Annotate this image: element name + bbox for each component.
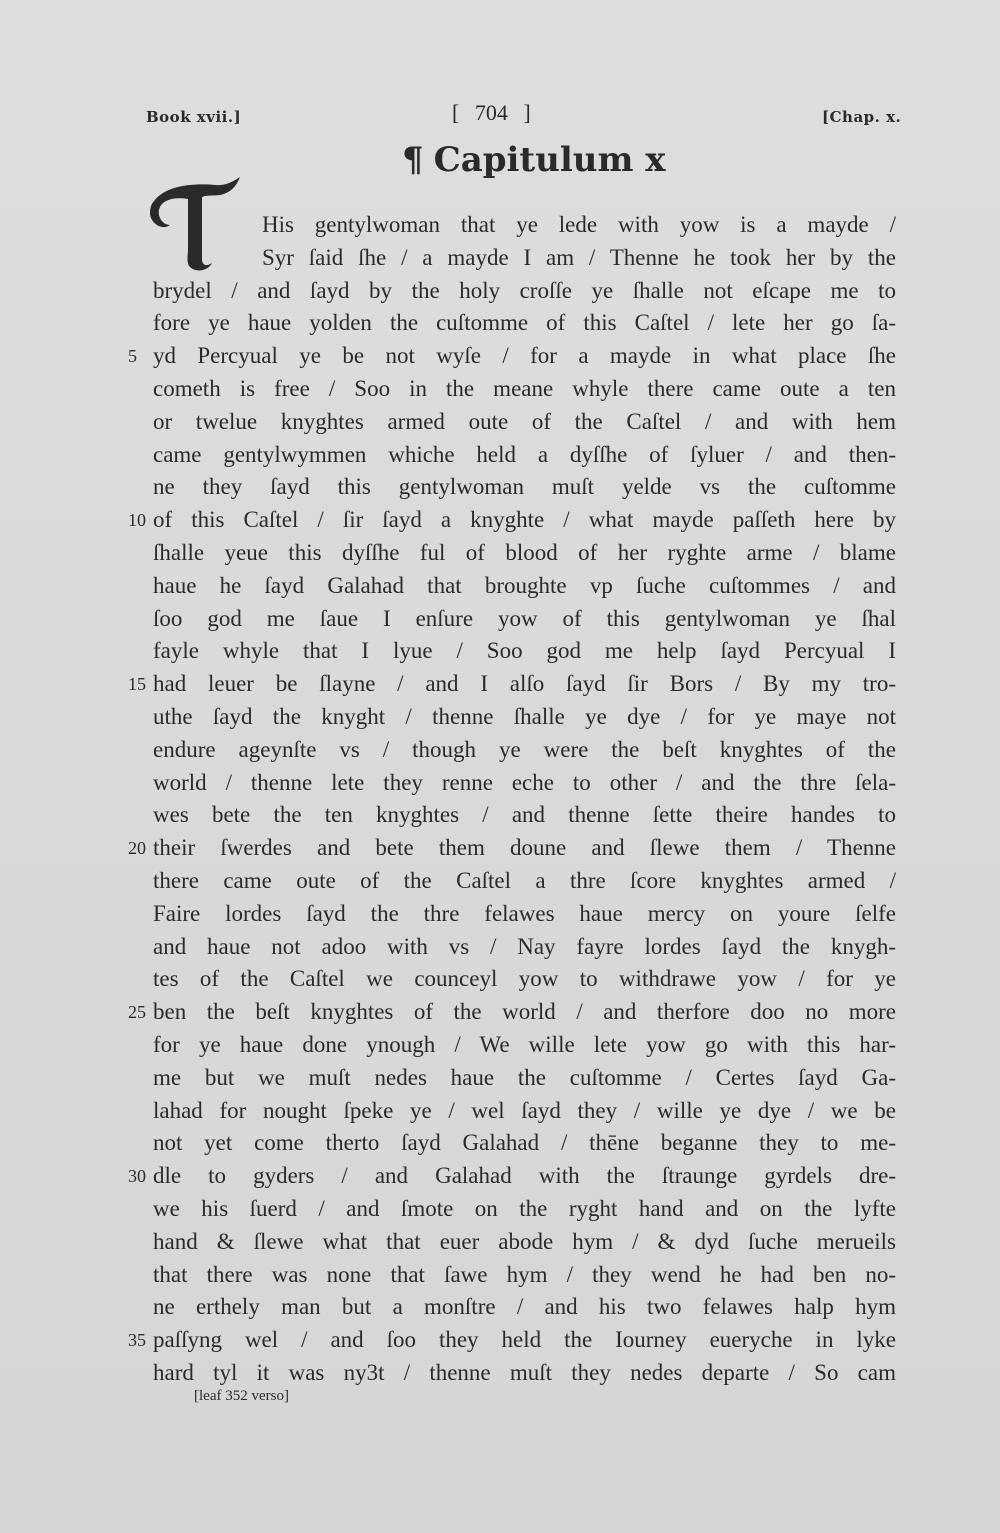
text-line: there came oute of the Caſtel a thre ſcore knyghtes armed / — [153, 868, 896, 893]
text-line: came gentylwymmen whiche held a dyſſhe of ſyluer / and then- — [153, 441, 896, 467]
text-line: Syr ſaid ſhe / a mayde I am / Thenne he took her by the — [262, 244, 896, 270]
line-number: 35 — [128, 1330, 146, 1351]
text-line: cometh is free / Soo in the meane whyle there came oute a ten — [153, 376, 896, 401]
line-number: 5 — [128, 346, 137, 367]
running-head-book: Book xvii.] — [146, 108, 242, 126]
text-line: their ſwerdes and bete them doune and ſlewe them / Thenne — [153, 835, 896, 861]
page-number: [ 704 ] — [452, 100, 531, 125]
line-number: 30 — [128, 1166, 146, 1187]
text-line: ne erthely man but a monſtre / and his two felawes halp hym — [153, 1294, 896, 1320]
text-line: endure ageynſte vs / though ye were the beſt knyghtes of the — [153, 736, 896, 762]
text-line: haue he ſayd Galahad that broughte vp ſuche cuſtommes / and — [153, 572, 896, 598]
text-line: of this Caſtel / ſir ſayd a knyghte / what mayde paſſeth here by — [153, 507, 896, 533]
text-line: or twelue knyghtes armed oute of the Caſtel / and with hem — [153, 408, 896, 434]
drop-cap-initial — [146, 175, 246, 275]
text-line: me but we muſt nedes haue the cuſtomme / Certes ſayd Ga- — [153, 1064, 896, 1090]
leaf-footnote: [leaf 352 verso] — [194, 1388, 289, 1404]
drop-cap-letter: T — [146, 175, 147, 176]
text-line: we his ſuerd / and ſmote on the ryght hand and on the lyfte — [153, 1196, 896, 1221]
text-line: fore ye haue yolden the cuſtomme of this Caſtel / lete her go ſa- — [153, 310, 896, 336]
text-line: had leuer be ſlayne / and I alſo ſayd ſir Bors / By my tro- — [153, 671, 896, 697]
line-number: 10 — [128, 510, 146, 531]
text-line: His gentylwoman that ye lede with yow is a mayde / — [262, 212, 896, 237]
text-line: not yet come therto ſayd Galahad / thēne beganne they to me- — [153, 1130, 896, 1156]
text-line: wes bete the ten knyghtes / and thenne ſette theire handes to — [153, 802, 896, 828]
text-line: that there was none that ſawe hym / they wend he had ben no- — [153, 1261, 896, 1287]
pilcrow-icon: ¶ — [402, 140, 424, 180]
text-line: tes of the Caſtel we counceyl yow to withdrawe yow / for ye — [153, 966, 896, 992]
running-head-chapter: [Chap. x. — [822, 108, 902, 126]
text-line: Faire lordes ſayd the thre felawes haue mercy on youre ſelfe — [153, 900, 896, 926]
text-line: ſhalle yeue this dyſſhe ful of blood of her ryghte arme / blame — [153, 540, 896, 565]
text-line: for ye haue done ynough / We wille lete yow go with this har- — [153, 1032, 896, 1057]
text-line: lahad for nought ſpeke ye / wel ſayd they / wille ye dye / we be — [153, 1097, 896, 1123]
running-head — [0, 100, 1000, 134]
text-line: hand & ſlewe what that euer abode hym / & dyd ſuche merueils — [153, 1228, 896, 1254]
text-line: ſoo god me ſaue I enſure yow of this gentylwoman ye ſhal — [153, 605, 896, 631]
chapter-heading — [402, 140, 666, 180]
text-line: ben the beſt knyghtes of the world / and therfore doo no more — [153, 999, 896, 1025]
line-number: 20 — [128, 838, 146, 859]
text-line: ne they ſayd this gentylwoman muſt yelde vs the cuſtomme — [153, 474, 896, 500]
text-line: uthe ſayd the knyght / thenne ſhalle ye dye / for ye maye not — [153, 704, 896, 729]
text-line: hard tyl it was ny3t / thenne muſt they nedes departe / So cam — [153, 1360, 896, 1385]
text-line: dle to gyders / and Galahad with the ſtraunge gyrdels dre- — [153, 1163, 896, 1189]
line-number: 15 — [128, 674, 146, 695]
line-number: 25 — [128, 1002, 146, 1023]
text-line: yd Percyual ye be not wyſe / for a mayde in what place ſhe — [153, 343, 896, 369]
text-line: world / thenne lete they renne eche to other / and the thre ſela- — [153, 769, 896, 795]
text-line: brydel / and ſayd by the holy croſſe ye ſhalle not eſcape me to — [153, 277, 896, 303]
chapter-title: Capitulum x — [433, 140, 666, 180]
text-line: paſſyng wel / and ſoo they held the Iourney eueryche in lyke — [153, 1327, 896, 1353]
text-line: and haue not adoo with vs / Nay fayre lordes ſayd the knygh- — [153, 933, 896, 959]
text-line: fayle whyle that I lyue / Soo god me help ſayd Percyual I — [153, 638, 896, 664]
